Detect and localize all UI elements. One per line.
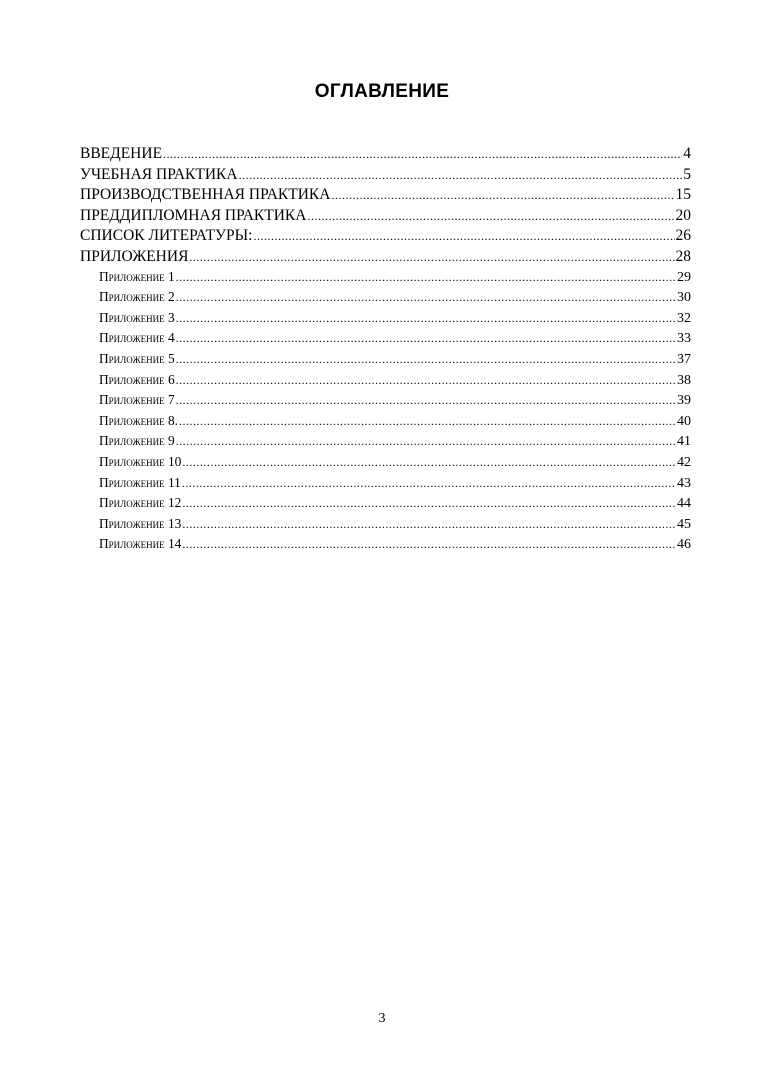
toc-entry-label: Приложение 12: [99, 495, 182, 511]
toc-entry-label: Приложение 1: [99, 268, 175, 284]
toc-leader-dots: [176, 311, 676, 326]
toc-leader-dots: [182, 537, 676, 552]
toc-entry-page: 28: [675, 247, 691, 265]
toc-entry-label: Приложение 7: [99, 392, 175, 408]
toc-entry[interactable]: [80, 145, 691, 166]
toc-entry-label: ВВЕДЕНИЕ: [80, 145, 163, 162]
toc-leader-dots: [179, 414, 676, 429]
toc-entry-label: ПРОИЗВОДСТВЕННАЯ ПРАКТИКА: [80, 186, 331, 204]
toc-leader-dots: [182, 517, 676, 532]
toc-entry-page: 42: [677, 454, 691, 470]
toc-entry-label: ПРЕДДИПЛОМНАЯ ПРАКТИКА: [80, 206, 307, 224]
toc-entry-label: Приложение 3: [99, 309, 175, 325]
toc-leader-dots: [189, 250, 674, 265]
toc-leader-dots: [239, 168, 683, 183]
toc-entry-page: 41: [677, 434, 691, 450]
toc-entry-label: Приложение 13: [99, 515, 182, 531]
toc-entry-page: 39: [677, 393, 691, 409]
toc-leader-dots: [176, 434, 676, 449]
toc-entry-page: 37: [677, 351, 691, 367]
toc-subentry[interactable]: [80, 351, 691, 372]
toc-entry[interactable]: [80, 227, 691, 248]
toc-subentry[interactable]: [80, 372, 691, 393]
page-number: 3: [378, 1011, 386, 1026]
table-of-contents: [80, 145, 691, 557]
toc-entry-page: 38: [677, 372, 691, 388]
toc-subentry[interactable]: [80, 536, 691, 557]
toc-leader-dots: [163, 147, 682, 162]
toc-entry-page: 20: [675, 206, 691, 224]
toc-entry-label: Приложение 9: [99, 433, 175, 449]
toc-entry[interactable]: [80, 166, 691, 187]
toc-leader-dots: [307, 209, 674, 224]
toc-leader-dots: [176, 270, 676, 285]
toc-entry-page: 40: [677, 413, 691, 429]
toc-leader-dots: [176, 393, 676, 408]
toc-leader-dots: [176, 352, 676, 367]
toc-entry-page: 43: [677, 475, 691, 491]
toc-entry-page: 33: [677, 331, 691, 347]
toc-subentry[interactable]: [80, 433, 691, 454]
toc-entry-page: 32: [677, 310, 691, 326]
toc-entry-label: Приложение 2: [99, 289, 175, 305]
toc-entry-label: Приложение 14: [99, 536, 182, 552]
toc-entry-label: Приложение 4: [99, 330, 175, 346]
toc-subentry[interactable]: [80, 413, 691, 434]
toc-leader-dots: [176, 373, 676, 388]
toc-subentry[interactable]: [80, 269, 691, 290]
toc-leader-dots: [182, 496, 676, 511]
toc-entry-label: Приложение 11: [99, 474, 181, 490]
toc-subentry[interactable]: [80, 330, 691, 351]
toc-entry-label: Приложение 8.: [99, 412, 179, 428]
toc-leader-dots: [253, 229, 674, 244]
toc-leader-dots: [182, 476, 676, 491]
toc-entry-label: Приложение 5: [99, 350, 175, 366]
toc-leader-dots: [176, 290, 676, 305]
toc-entry-page: 4: [683, 145, 691, 162]
toc-entry-page: 15: [675, 186, 691, 204]
toc-entry-page: 29: [677, 269, 691, 285]
toc-subentry[interactable]: [80, 475, 691, 496]
toc-subentry[interactable]: [80, 454, 691, 475]
toc-entry[interactable]: [80, 248, 691, 269]
toc-subentry[interactable]: [80, 289, 691, 310]
toc-entry-label: Приложение 10: [99, 453, 182, 469]
toc-entry-page: 46: [677, 537, 691, 553]
toc-subentry[interactable]: [80, 310, 691, 331]
toc-subentry[interactable]: [80, 495, 691, 516]
toc-entry-page: 30: [677, 290, 691, 306]
toc-entry[interactable]: [80, 186, 691, 207]
toc-entry-page: 5: [683, 165, 691, 183]
toc-leader-dots: [176, 331, 676, 346]
toc-entry-label: УЧЕБНАЯ ПРАКТИКА: [80, 165, 238, 183]
toc-entry-label: СПИСОК ЛИТЕРАТУРЫ:: [80, 227, 253, 245]
toc-leader-dots: [182, 455, 676, 470]
toc-entry-label: Приложение 6: [99, 371, 175, 387]
toc-entry-page: 26: [675, 227, 691, 245]
toc-subentry[interactable]: [80, 392, 691, 413]
toc-subentry[interactable]: [80, 516, 691, 537]
toc-entry-page: 44: [677, 496, 691, 512]
toc-entry[interactable]: [80, 207, 691, 228]
toc-entry-page: 45: [677, 516, 691, 532]
toc-leader-dots: [331, 188, 674, 203]
page-title: ОГЛАВЛЕНИЕ: [314, 81, 450, 102]
toc-entry-label: ПРИЛОЖЕНИЯ: [80, 247, 189, 265]
